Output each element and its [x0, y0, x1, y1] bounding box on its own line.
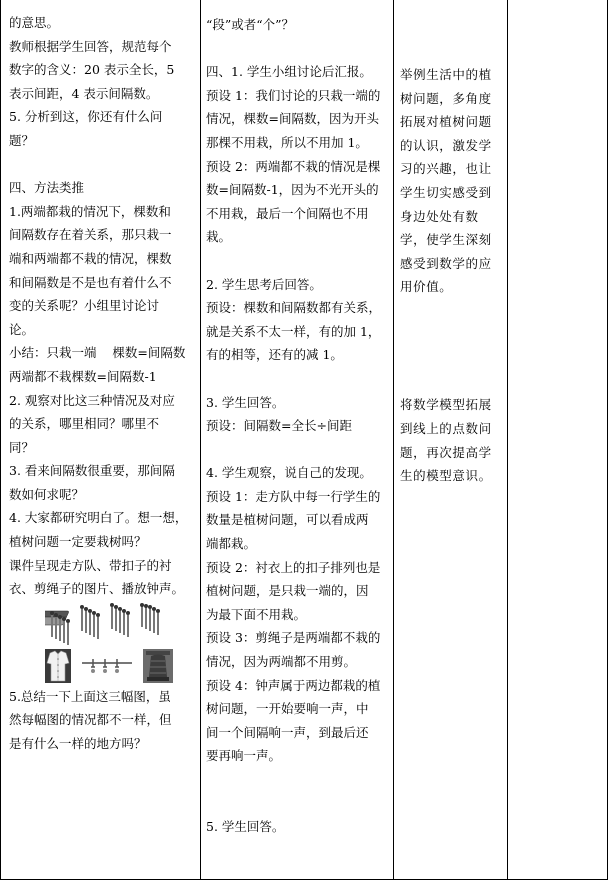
blank-line	[206, 792, 392, 816]
text-line: 课件呈现走方队、带扣子的衬	[9, 557, 172, 573]
text-line: 数字的含义：20 表示全长，5	[9, 62, 175, 78]
blank-line	[9, 153, 196, 177]
blank-line	[206, 249, 392, 273]
design-intent-column	[400, 63, 503, 488]
text-line: 题，再次提高学	[400, 444, 492, 460]
text-line: 情况，棵数=间隔数，因为开头	[206, 111, 379, 127]
text-line: 要再响一声。	[206, 748, 282, 764]
text-line: 植树问题，是只栽一端的，因	[206, 583, 369, 599]
text-line: 2. 学生思考后回答。	[206, 276, 322, 292]
text-line: 3. 看来间隔数很重要，那间隔	[9, 463, 175, 479]
text-line: 5. 分析到这，你还有什么问	[9, 109, 163, 125]
text-line: 表示间距，4 表示间隔数。	[9, 85, 159, 101]
blank-line	[400, 323, 503, 347]
text-line: 四、方法类推	[9, 180, 85, 196]
student-activity-column	[206, 13, 392, 839]
text-line: 3. 学生回答。	[206, 394, 285, 410]
text-line: 的认识，激发学	[400, 137, 492, 153]
text-line: 不用栽，最后一个间隔也不用	[206, 205, 369, 221]
text-line: 预设：棵数和间隔数都有关系，	[206, 300, 382, 316]
text-line: 论。	[9, 321, 35, 337]
text-line: 端都栽。	[206, 536, 257, 552]
text-line: 数=间隔数-1，因为不光开头的	[206, 182, 379, 198]
text-line: 4. 学生观察，说自己的发现。	[206, 465, 372, 481]
blank-line	[400, 346, 503, 370]
teacher-activity-column	[9, 11, 196, 756]
text-line: 用价值。	[400, 279, 453, 295]
text-line: 间隔数存在着关系，那只栽一	[9, 227, 172, 243]
shirt-image	[45, 649, 71, 683]
text-line: 5.总结一下上面这三幅图，虽	[9, 688, 171, 704]
table-border-bottom	[0, 879, 608, 880]
text-line: 4. 大家都研究明白了。想一想，	[9, 510, 188, 526]
text-line: 栽。	[206, 229, 232, 245]
table-border-right	[607, 0, 608, 880]
text-line: 是有什么一样的地方吗？	[9, 736, 147, 752]
text-line: 有的相等，还有的减 1。	[206, 347, 343, 363]
text-line: 到线上的点数问	[400, 420, 492, 436]
text-line: 预设 2：衬衣上的扣子排列也是	[206, 559, 381, 575]
column-divider-1	[200, 0, 201, 880]
text-line: 树问题，一开始要响一声，中	[206, 701, 369, 717]
text-line: 为最下面不用栽。	[206, 606, 307, 622]
text-line: 预设 2：两端都不栽的情况是棵	[206, 158, 381, 174]
text-line: 的意思。	[9, 15, 60, 30]
text-line: 身边处处有数	[400, 208, 479, 224]
text-line: 举例生活中的植	[400, 67, 492, 82]
column-divider-2	[393, 0, 394, 880]
text-line: 小结：只栽一端 棵数=间隔数	[9, 345, 186, 361]
text-line: 预设 1：我们讨论的只栽一端的	[206, 87, 381, 103]
text-line: 预设 1：走方队中每一行学生的	[206, 488, 381, 504]
text-line: 学生切实感受到	[400, 184, 492, 200]
text-line: 同？	[9, 439, 35, 455]
lesson-pictures	[9, 603, 199, 683]
blank-line	[206, 768, 392, 792]
text-line: 题？	[9, 132, 35, 148]
text-line: 拓展对植树问题	[400, 114, 492, 130]
bell-image	[143, 649, 173, 683]
text-line: 衣、剪绳子的图片、播放钟声。	[9, 581, 185, 597]
text-line: 端和两端都不栽的情况，棵数	[9, 250, 172, 266]
text-line: 两端都不栽棵数=间隔数-1	[9, 368, 157, 384]
text-line: 1.两端都栽的情况下，棵数和	[9, 203, 171, 219]
blank-line	[206, 367, 392, 391]
text-line: 然每幅图的情况都不一样，但	[9, 712, 172, 728]
marching-team-image	[45, 603, 167, 647]
text-line: 植树问题一定要栽树吗？	[9, 534, 147, 550]
text-line: 间一个间隔响一声，到最后还	[206, 724, 369, 740]
text-line: 变的关系呢？小组里讨论讨	[9, 298, 160, 314]
text-line: 四、1. 学生小组讨论后汇报。	[206, 64, 372, 80]
text-line: 情况，因为两端都不用剪。	[206, 654, 357, 670]
text-line: 学，使学生深刻	[400, 232, 492, 248]
text-line: 预设 3：剪绳子是两端都不栽的	[206, 630, 381, 646]
blank-line	[400, 370, 503, 394]
text-line: 将数学模型拓展	[400, 397, 492, 413]
text-line: 2. 观察对比这三种情况及对应	[9, 392, 175, 408]
text-line: 预设：间隔数=全长÷间距	[206, 418, 352, 434]
text-line: 树问题，多角度	[400, 90, 492, 106]
text-line: 习的兴趣，也让	[400, 161, 492, 177]
text-line: 教师根据学生回答，规范每个	[9, 38, 172, 54]
text-line: 预设 4：钟声属于两边都栽的植	[206, 677, 381, 693]
table-border-left	[0, 0, 1, 880]
column-divider-3	[507, 0, 508, 880]
blank-line	[400, 299, 503, 323]
rope-image	[81, 655, 133, 677]
text-line: 数量是植树问题，可以看成两	[206, 512, 369, 528]
blank-line	[206, 37, 392, 61]
text-line: 数如何求呢？	[9, 486, 85, 502]
text-line: 和间隔数是不是也有着什么不	[9, 274, 172, 290]
text-line: 生的模型意识。	[400, 468, 492, 484]
text-line: 就是关系不太一样，有的加 1，	[206, 323, 381, 339]
blank-line	[206, 438, 392, 462]
text-line: 的关系，哪里相同？哪里不	[9, 416, 160, 432]
text-line: 5. 学生回答。	[206, 819, 285, 835]
text-line: “段”或者“个”？	[206, 17, 295, 32]
text-line: 那棵不用栽，所以不用加 1。	[206, 134, 368, 150]
text-line: 感受到数学的应	[400, 255, 492, 271]
